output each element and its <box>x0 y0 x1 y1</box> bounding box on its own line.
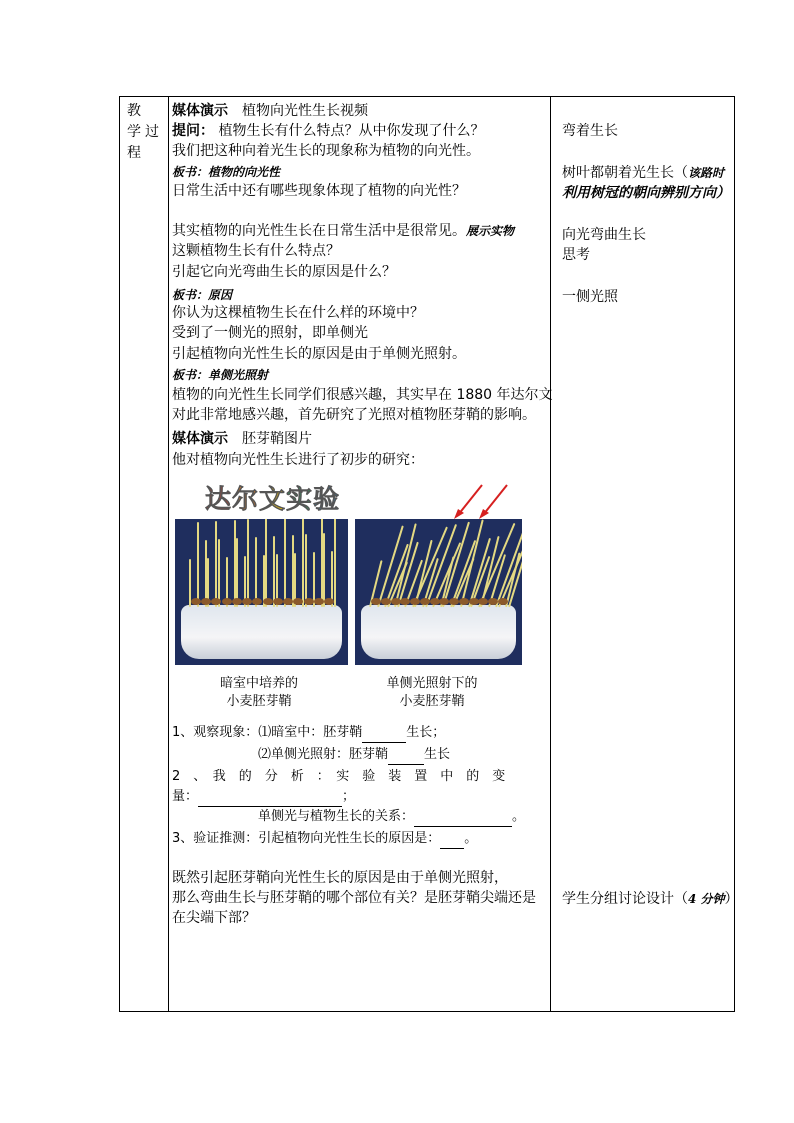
content-line <box>172 323 368 343</box>
seed <box>324 598 334 605</box>
seedling <box>305 534 307 607</box>
blackboard-note: 展示实物 <box>466 224 515 238</box>
dark-room-seedlings-photo <box>175 519 348 665</box>
seed <box>263 598 273 605</box>
lesson-table <box>119 96 739 1012</box>
seed <box>498 598 508 605</box>
seedling <box>215 521 217 607</box>
seedling <box>197 522 199 607</box>
emphasis-label: 媒体演示 <box>172 431 228 447</box>
content-line <box>172 101 368 121</box>
figure-title-char: 尔 <box>232 485 260 515</box>
seedling <box>265 519 267 607</box>
seed <box>371 598 381 605</box>
seedling <box>255 537 257 607</box>
emphasis-label: 提问： <box>172 123 214 139</box>
seedling <box>234 520 236 607</box>
seedling <box>236 538 238 607</box>
caption-left-line2: 小麦胚芽鞘 <box>226 694 292 709</box>
seed <box>420 598 430 605</box>
caption-left <box>204 675 314 711</box>
content-line <box>172 405 536 425</box>
blackboard-note: 板书：单侧光照射 <box>172 368 269 382</box>
blackboard-note: 板书：植物的向光性 <box>172 165 281 179</box>
seed <box>400 598 410 605</box>
answer-blank[interactable] <box>440 834 464 849</box>
answer-blank[interactable] <box>414 812 512 827</box>
content-line <box>172 285 232 305</box>
seed <box>252 598 262 605</box>
closing-line-3: 在尖端下部？ <box>172 910 256 926</box>
unilateral-light-seedlings-photo <box>355 519 522 665</box>
seedling <box>292 535 294 607</box>
content-line <box>172 162 280 182</box>
emphasis-label: 媒体演示 <box>172 103 228 119</box>
content-line <box>172 365 268 385</box>
content-text: 对此非常地感兴趣，首先研究了光照对植物胚芽鞘的影响。 <box>172 407 536 423</box>
seed <box>191 598 201 605</box>
activity-line: 树叶都朝着光生长（该路时 <box>562 165 725 181</box>
seed <box>314 598 324 605</box>
question-3: 3、验证推测：引起植物向光性生长的原因是： 。 <box>172 829 477 849</box>
seed <box>439 598 449 605</box>
content-text: 他对植物向光性生长进行了初步的研究： <box>172 452 424 468</box>
answer-blank[interactable] <box>362 728 406 743</box>
seed <box>201 598 211 605</box>
content-line <box>172 221 514 241</box>
student-activity-column <box>556 97 739 1011</box>
content-line <box>172 303 424 323</box>
seedling <box>323 533 325 607</box>
seed <box>232 598 242 605</box>
content-text: 引起植物向光性生长的原因是由于单侧光照射。 <box>172 346 466 362</box>
question-1b: ⑵单侧光照射：胚芽鞘 生长 <box>258 745 450 765</box>
activity-line: 学生分组讨论设计（4 分钟） <box>562 891 739 907</box>
teaching-content-column <box>172 97 552 1011</box>
seed <box>222 598 232 605</box>
figure-title-char: 验 <box>313 485 341 515</box>
caption-right <box>372 675 492 711</box>
content-text: 受到了一侧光的照射，即单侧光 <box>172 325 368 341</box>
closing-line-2: 那么弯曲生长与胚芽鞘的哪个部位有关？是胚芽鞘尖端还是 <box>172 890 536 906</box>
activity-line: 弯着生长 <box>562 123 618 139</box>
activity-line: 向光弯曲生长 <box>562 227 646 243</box>
content-text: 你认为这棵植物生长在什么样的环境中？ <box>172 305 424 321</box>
content-text: 引起它向光弯曲生长的原因是什么？ <box>172 264 396 280</box>
content-text: 植物生长有什么特点？从中你发现了什么？ <box>214 123 485 139</box>
figure-title <box>205 479 340 516</box>
blackboard-note: 板书：原因 <box>172 288 233 302</box>
content-line <box>172 141 480 161</box>
answer-blank[interactable] <box>198 792 342 807</box>
answer-blank[interactable] <box>388 750 424 765</box>
closing-line-1: 既然引起胚芽鞘向光性生长的原因是由于单侧光照射， <box>172 870 508 886</box>
seedling <box>273 536 275 607</box>
content-text: 这颗植物生长有什么特点？ <box>172 243 340 259</box>
seed <box>430 598 440 605</box>
question-2a: 2 、 我 的 分 析 ： 实 验 装 置 中 的 变 <box>172 769 506 784</box>
content-line <box>172 450 424 470</box>
petri-dish <box>181 605 342 659</box>
seedling <box>247 519 249 607</box>
seed <box>459 598 469 605</box>
column-divider <box>168 97 169 1011</box>
content-text: 日常生活中还有哪些现象体现了植物的向光性？ <box>172 183 466 199</box>
seed <box>273 598 283 605</box>
seed <box>478 598 488 605</box>
seedling <box>302 519 304 607</box>
seed <box>469 598 479 605</box>
content-line <box>172 262 396 282</box>
petri-dish <box>361 605 516 659</box>
light-arrows-icon <box>452 483 512 523</box>
seed <box>381 598 391 605</box>
caption-right-line2: 小麦胚芽鞘 <box>399 694 465 709</box>
content-line <box>172 121 484 141</box>
content-line <box>172 385 553 405</box>
content-line <box>172 181 466 201</box>
activity-note: 利用树冠的朝向辨别方向） <box>562 185 730 201</box>
stage-label: 教 学过程 <box>127 103 163 161</box>
question-2b: 量： ； <box>172 787 355 807</box>
stage-column <box>120 97 168 1011</box>
content-text: 植物向光性生长视频 <box>228 103 368 119</box>
content-line <box>172 429 312 449</box>
caption-right-line1: 单侧光照射下的 <box>386 676 478 691</box>
content-text: 胚芽鞘图片 <box>228 431 312 447</box>
figure-title-char: 文 <box>259 485 287 515</box>
question-1a: 1、观察现象：⑴暗室中：胚芽鞘 生长； <box>172 723 445 743</box>
seed <box>283 598 293 605</box>
seedling <box>321 519 323 607</box>
seedling <box>334 519 336 607</box>
question-2c: 单侧光与植物生长的关系： 。 <box>258 807 525 827</box>
seedling <box>284 519 286 607</box>
seed <box>304 598 314 605</box>
seed <box>242 598 252 605</box>
seed <box>391 598 401 605</box>
activity-line: 思考 <box>562 247 590 263</box>
content-text: 植物的向光性生长同学们很感兴趣，其实早在 1880 年达尔文 <box>172 387 553 403</box>
content-text: 我们把这种向着光生长的现象称为植物的向光性。 <box>172 143 480 159</box>
figure-title-char: 达 <box>205 485 233 515</box>
seed <box>449 598 459 605</box>
content-text: 其实植物的向光性生长在日常生活中是很常见。 <box>172 223 466 239</box>
content-line <box>172 241 340 261</box>
content-line <box>172 344 466 364</box>
caption-left-line1: 暗室中培养的 <box>219 676 298 691</box>
seedling <box>205 540 207 607</box>
activity-line: 一侧光照 <box>562 289 618 305</box>
seedling <box>218 539 220 607</box>
figure-title-char: 实 <box>286 485 314 515</box>
seed <box>410 598 420 605</box>
